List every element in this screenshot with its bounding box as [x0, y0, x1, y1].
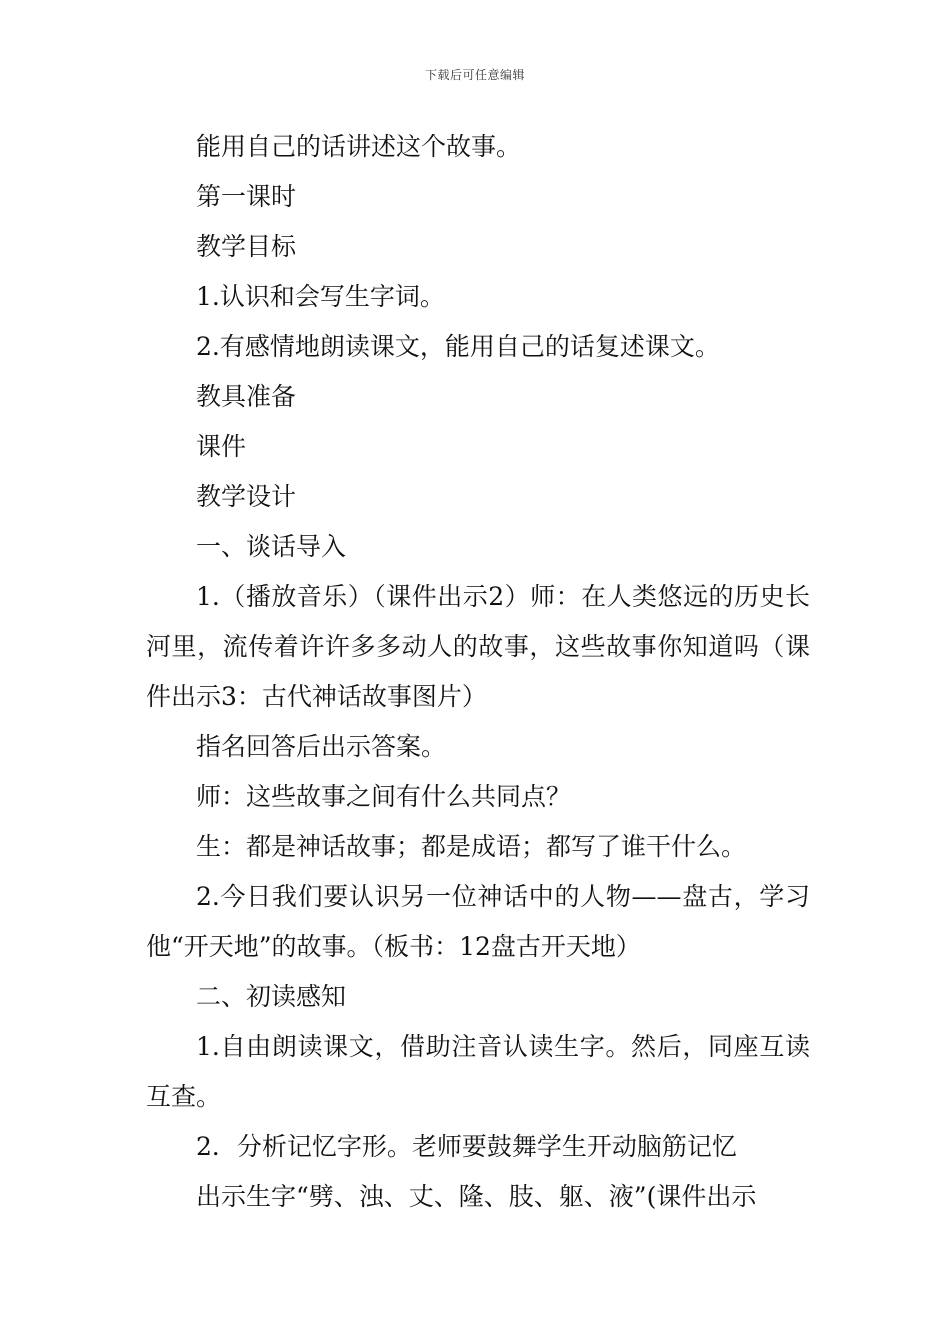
paragraph: 2．分析记忆字形。老师要鼓舞学生开动脑筋记忆	[196, 1132, 737, 1161]
paragraph: 1.（播放音乐）（课件出示2）师：在人类悠远的历史长河里，流传着许许多多动人的故事，这些故事你知道吗（课件出示3：古代神话故事图片）	[146, 582, 810, 711]
goal-item: 1.认识和会写生字词。	[196, 282, 445, 311]
section-heading-lesson: 第一课时	[196, 182, 297, 211]
paragraph: 生：都是神话故事；都是成语；都写了谁干什么。	[196, 832, 747, 861]
paragraph: 师：这些故事之间有什么共同点？	[196, 782, 572, 811]
goal-item: 2.有感情地朗读课文，能用自己的话复述课文。	[196, 332, 720, 361]
section-heading-materials: 教具准备	[196, 382, 297, 411]
page-header-note: 下载后可任意编辑	[424, 68, 525, 82]
section-heading-goals: 教学目标	[196, 232, 297, 261]
section-heading-design: 教学设计	[196, 482, 297, 511]
paragraph: 指名回答后出示答案。	[196, 732, 447, 761]
document-body	[146, 122, 810, 1222]
step-heading-intro: 一、谈话导入	[196, 532, 347, 561]
materials-item: 课件	[196, 432, 247, 461]
paragraph: 1.自由朗读课文，借助注音认读生字。然后，同座互读互查。	[146, 1032, 810, 1111]
paragraph: 出示生字“劈、浊、丈、隆、肢、躯、液”(课件出示	[196, 1182, 757, 1211]
paragraph: 能用自己的话讲述这个故事。	[196, 132, 522, 161]
paragraph: 2.今日我们要认识另一位神话中的人物——盘古，学习他“开天地”的故事。（板书：12盘古开天地）	[146, 882, 810, 961]
step-heading-reading: 二、初读感知	[196, 982, 347, 1011]
